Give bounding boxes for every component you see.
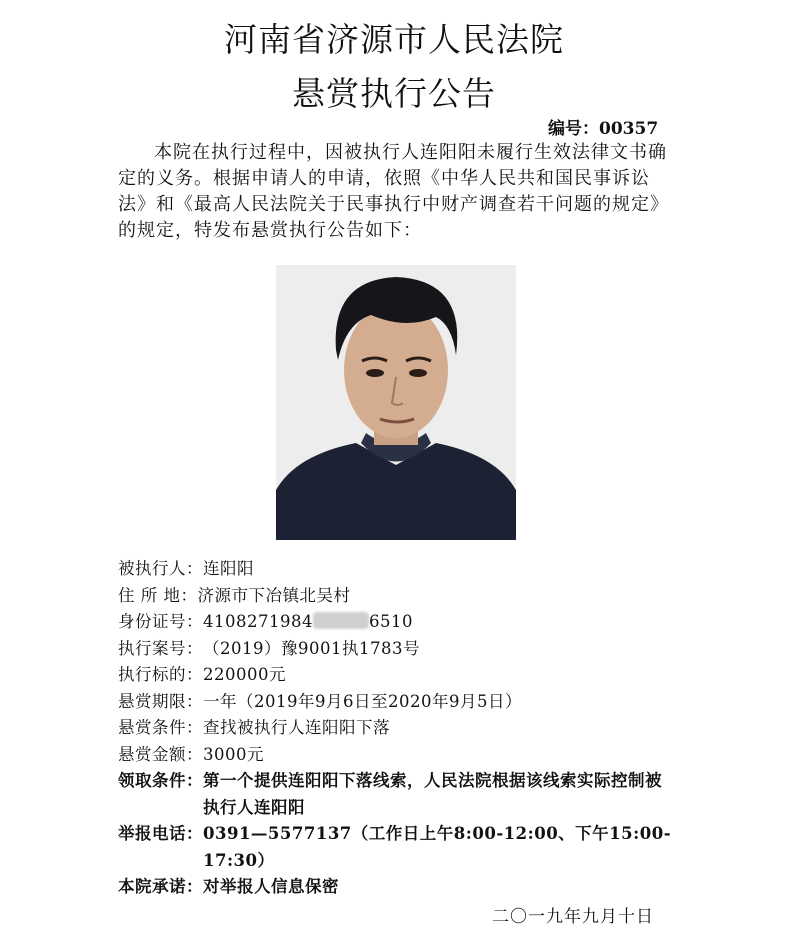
field-label: 领取条件： — [118, 771, 203, 790]
field-label: 悬赏条件： — [118, 718, 203, 737]
field-label: 身份证号： — [118, 612, 203, 631]
document-number: 编号：00357 — [548, 119, 659, 139]
intro-paragraph: 本院在执行过程中，因被执行人连阳阳未履行生效法律文书确定的义务。根据申请人的申请，依照《中华人民共和国民事诉讼法》和《最高人民法院关于民事执行中财产调查若干问题的规定》的规定，特发布悬赏执行公告如下： — [118, 142, 669, 241]
field-value: 查找被执行人连阳阳下落 — [203, 718, 390, 737]
person-portrait-icon — [276, 265, 516, 540]
redacted-blur — [313, 612, 369, 629]
field-subject — [118, 662, 678, 689]
field-value: 0391—5577137（工作日上午8:00-12:00、下午15:00-17:30） — [203, 824, 672, 870]
field-value: 3000元 — [203, 744, 264, 764]
field-value: 220000元 — [203, 665, 286, 684]
field-label: 执行标的： — [118, 665, 203, 684]
field-label: 被执行人： — [118, 559, 203, 578]
field-period — [118, 689, 678, 716]
field-promise — [118, 874, 678, 901]
field-claim — [118, 768, 678, 821]
notice-title: 悬赏执行公告 — [292, 74, 496, 113]
field-value: （2019）豫9001执1783号 — [203, 638, 420, 658]
field-label: 执行案号： — [118, 638, 203, 658]
field-value — [203, 609, 678, 636]
notice-fields — [118, 556, 678, 901]
field-value: 第一个提供连阳阳下落线索，人民法院根据该线索实际控制被执行人连阳阳 — [203, 771, 662, 817]
field-condition — [118, 715, 678, 742]
field-address — [118, 583, 678, 610]
court-name-title: 河南省济源市人民法院 — [224, 20, 564, 59]
field-value: 连阳阳 — [203, 559, 254, 578]
id-suffix: 6510 — [368, 612, 413, 631]
field-label: 悬赏金额： — [118, 744, 203, 764]
field-phone — [118, 821, 678, 874]
field-value: 济源市下冶镇北吴村 — [197, 585, 351, 605]
field-case-number — [118, 636, 678, 663]
field-value: 对举报人信息保密 — [203, 877, 339, 896]
field-label: 举报电话： — [118, 824, 203, 843]
field-name — [118, 556, 678, 583]
field-label: 本院承诺： — [118, 877, 203, 896]
field-label: 住 所 地： — [118, 585, 198, 605]
field-id-number — [118, 609, 678, 636]
field-amount — [118, 742, 678, 769]
notice-date: 二〇一九年九月十日 — [492, 907, 654, 927]
id-prefix: 4108271984 — [203, 612, 313, 631]
person-photo — [276, 265, 516, 540]
field-value: 一年（2019年9月6日至2020年9月5日） — [203, 691, 522, 711]
field-label: 悬赏期限： — [118, 691, 203, 711]
